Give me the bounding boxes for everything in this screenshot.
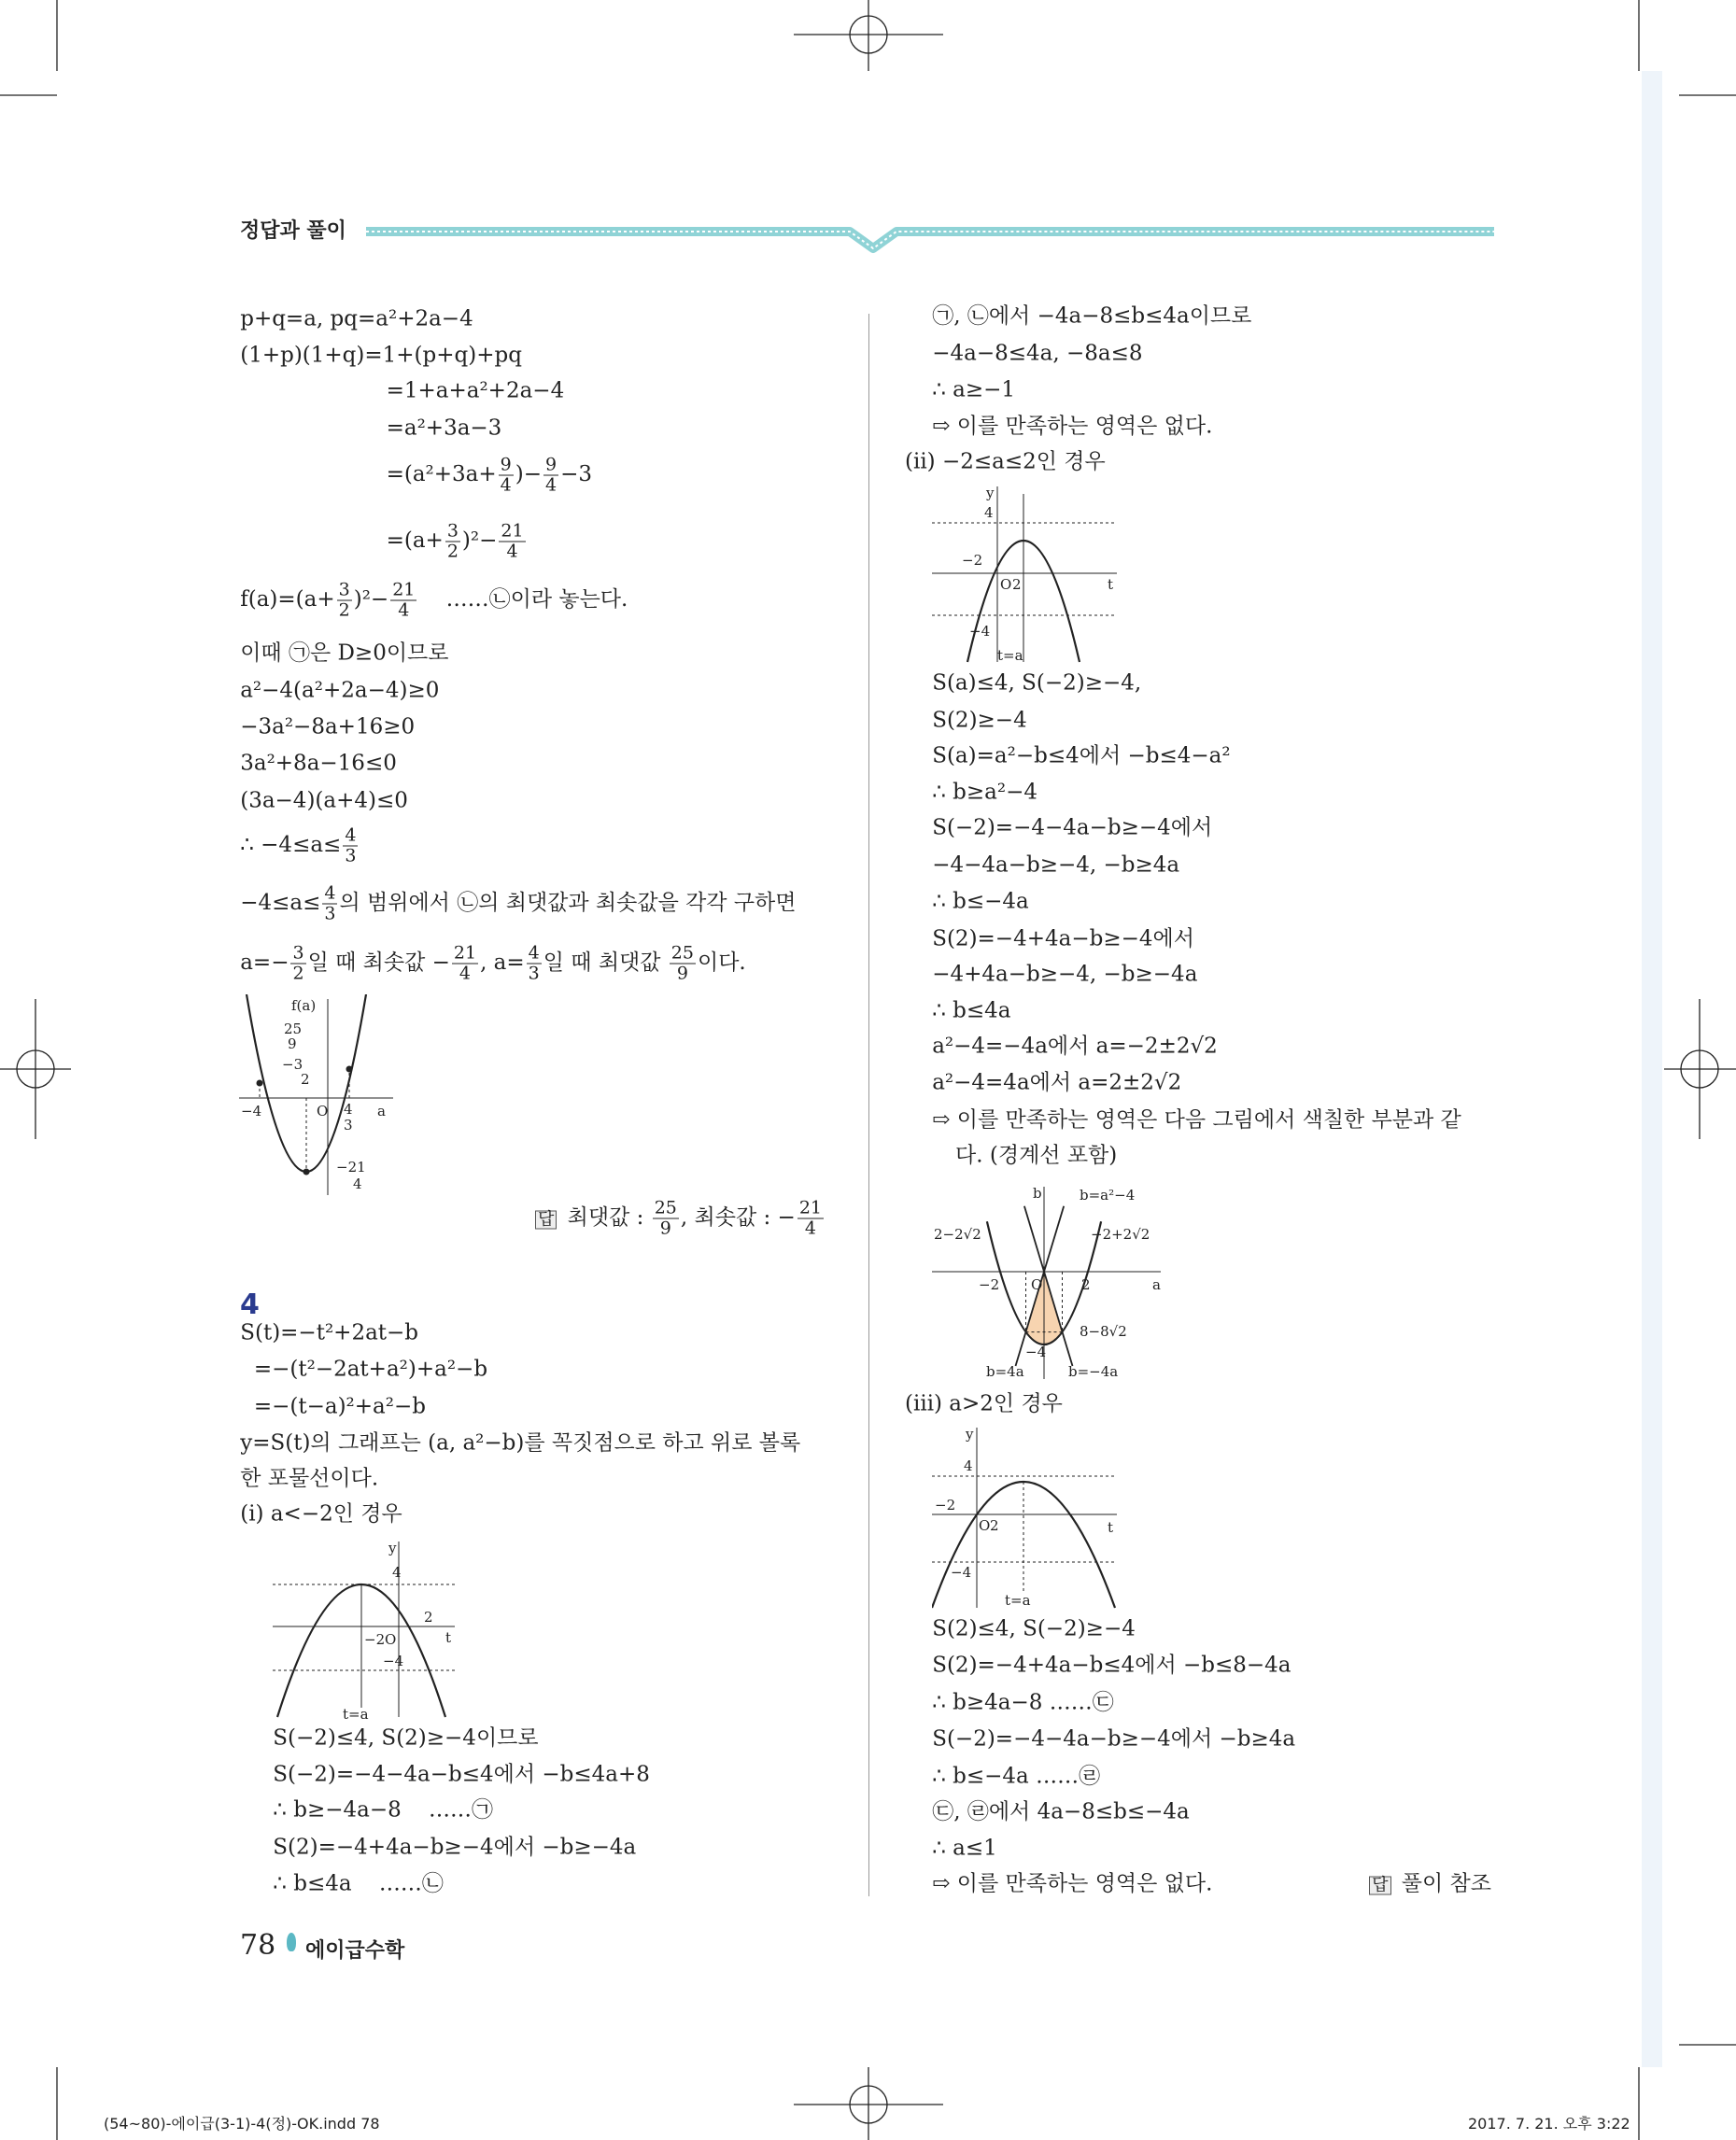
numerator: 3 <box>338 579 350 600</box>
math-line <box>932 1692 1114 1713</box>
denominator: 4 <box>398 599 410 621</box>
text-run: ⇨ 이를 만족하는 영역은 다음 그림에서 색칠한 부분과 같 <box>932 1107 1461 1133</box>
denominator: 3 <box>324 903 336 923</box>
fraction <box>543 456 558 494</box>
svg-text:−2: −2 <box>935 1497 956 1513</box>
denominator: 4 <box>506 541 518 562</box>
denominator: 3 <box>528 963 540 984</box>
svg-text:b: b <box>1033 1185 1042 1202</box>
lightbulb-icon <box>287 1933 296 1951</box>
text-run: S(a)=a²−b≤4에서 −b≤4−a² <box>932 743 1231 768</box>
file-slug: (54~80)-에이급(3-1)-4(정)-OK.indd 78 <box>104 2115 380 2133</box>
math-line <box>240 1501 402 1527</box>
math-line <box>387 417 502 439</box>
text-run: S(−2)=−4−4a−b≤4에서 −b≤4a+8 <box>273 1762 650 1787</box>
math-line <box>932 1109 1461 1131</box>
math-line <box>273 1727 538 1749</box>
svg-text:t: t <box>445 1629 452 1646</box>
math-line <box>932 782 1037 804</box>
text-run: ⇨ 이를 만족하는 영역은 없다. <box>932 414 1213 439</box>
math-line <box>932 964 1197 985</box>
math-line <box>240 1430 801 1456</box>
text-run: ∴ b≥a²−4 <box>932 780 1037 805</box>
numerator: 9 <box>545 454 557 475</box>
text-run: ㉢, ㉣에서 4a−8≤b≤−4a <box>932 1799 1190 1824</box>
text-run: S(2)=−4+4a−b≥−4에서 <box>932 926 1194 950</box>
tick-label: 4 <box>344 1101 353 1118</box>
math-line <box>932 379 1015 401</box>
fraction <box>797 1197 824 1239</box>
math-line <box>273 1837 636 1858</box>
denominator: 2 <box>446 541 459 562</box>
graph-case-3 <box>932 1426 1123 1612</box>
svg-text:2: 2 <box>424 1609 433 1626</box>
svg-text:a: a <box>1152 1276 1161 1293</box>
numerator: 21 <box>501 520 524 542</box>
math-line <box>932 1871 1213 1896</box>
svg-text:b=a²−4: b=a²−4 <box>1080 1187 1136 1204</box>
math-line <box>932 416 1212 438</box>
math-line <box>254 1396 426 1417</box>
tick-label: 9 <box>288 1035 297 1052</box>
text-run: )− <box>515 461 543 486</box>
svg-text:4: 4 <box>392 1564 402 1581</box>
page-number: 78 <box>240 1929 276 1962</box>
math-line <box>387 456 592 494</box>
text-run: (ⅱ) −2≤a≤2인 경우 <box>904 449 1106 474</box>
text-run: S(2)≥−4 <box>932 708 1027 733</box>
text-run: S(2)≤4, S(−2)≥−4 <box>932 1616 1136 1641</box>
svg-text:−2: −2 <box>962 552 983 569</box>
text-run: ∴ −4≤a≤ <box>240 833 342 858</box>
fraction <box>653 1197 679 1239</box>
math-line <box>386 520 528 562</box>
text-run: ……㉡이라 놓는다. <box>418 587 628 612</box>
text-run: S(a)≤4, S(−2)≥−4, <box>932 670 1142 696</box>
numerator: 3 <box>292 942 304 964</box>
text-run: S(t)=−t²+2at−b <box>240 1320 419 1345</box>
math-line <box>273 1797 494 1823</box>
text-run: ⇨ 이를 만족하는 영역은 없다. <box>932 1871 1213 1896</box>
page-header-title: 정답과 풀이 <box>240 219 346 243</box>
graph-case-1 <box>273 1540 459 1722</box>
denominator: 2 <box>338 599 350 621</box>
text-run: (ⅲ) a>2인 경우 <box>904 1391 1063 1416</box>
text-run: f(a)=(a+ <box>240 587 335 612</box>
text-run: ∴ b≥4a−8 ……㉢ <box>932 1690 1114 1715</box>
numerator: 21 <box>392 579 416 600</box>
answer-line <box>535 1197 826 1239</box>
text-run: =1+a+a²+2a−4 <box>386 378 565 403</box>
numerator: 4 <box>324 882 336 903</box>
fraction <box>322 884 337 922</box>
text-run: −4≤a≤ <box>240 890 321 915</box>
text-run: 한 포물선이다. <box>240 1466 379 1491</box>
text-run: , a= <box>480 950 525 975</box>
svg-text:2: 2 <box>1081 1276 1091 1293</box>
fraction <box>343 824 358 866</box>
math-line <box>240 1466 379 1491</box>
denominator: 4 <box>459 963 472 984</box>
text-run: =−(t²−2at+a²)+a²−b <box>253 1357 488 1382</box>
math-line <box>254 1359 487 1381</box>
math-line <box>932 343 1142 364</box>
math-line <box>932 710 1027 731</box>
text-run: =(a+ <box>386 528 444 554</box>
math-line <box>240 643 448 665</box>
svg-text:t=a: t=a <box>343 1706 369 1722</box>
answer-line <box>1369 1871 1491 1896</box>
answer-badge-icon: 답 <box>1369 1877 1390 1895</box>
text-run: ∴ b≥−4a−8 ……㉠ <box>273 1797 494 1823</box>
math-line <box>932 889 1029 914</box>
denominator: 9 <box>676 963 688 984</box>
math-line <box>932 1070 1182 1095</box>
math-line <box>904 449 1106 474</box>
svg-text:O: O <box>1031 1276 1043 1293</box>
text-run: (1+p)(1+q)=1+(p+q)+pq <box>240 343 522 368</box>
svg-text:−2: −2 <box>979 1276 1000 1293</box>
fraction <box>499 520 525 562</box>
text-run: ∴ a≥−1 <box>932 377 1016 402</box>
math-line <box>240 790 408 811</box>
denominator: 4 <box>545 474 557 496</box>
tick-label: −3 <box>282 1056 303 1073</box>
math-line <box>386 378 565 403</box>
denominator: 2 <box>292 963 304 984</box>
tick-label: −21 <box>336 1159 366 1176</box>
text-run: 의 범위에서 ㉡의 최댓값과 최솟값을 각각 구하면 <box>339 890 797 915</box>
text-run: a²−4=4a에서 a=2±2√2 <box>932 1070 1182 1095</box>
text-run: (ⅰ) a<−2인 경우 <box>240 1501 402 1527</box>
svg-text:b=4a: b=4a <box>986 1363 1024 1380</box>
denominator: 9 <box>659 1218 671 1239</box>
text-run: (3a−4)(a+4)≤0 <box>240 788 408 813</box>
svg-text:O: O <box>1000 576 1012 593</box>
text-run: 일 때 최댓값 <box>543 950 668 975</box>
text-run: )²− <box>353 587 389 612</box>
text-run: ∴ a≤1 <box>932 1836 997 1861</box>
svg-text:t: t <box>1108 576 1114 593</box>
vertex-dot <box>303 1169 310 1176</box>
answer-badge-icon: 답 <box>535 1210 557 1229</box>
text-run: a²−4(a²+2a−4)≥0 <box>240 678 440 703</box>
text-run: a=− <box>240 950 289 975</box>
fraction <box>390 579 416 621</box>
math-line <box>932 1035 1218 1057</box>
text-run: 이때 ㉠은 D≥0이므로 <box>240 641 449 666</box>
svg-text:t=a: t=a <box>1005 1592 1031 1609</box>
math-line <box>932 1000 1010 1021</box>
math-line <box>240 1322 418 1344</box>
problem-number: 4 <box>240 1288 260 1321</box>
graph-f-a <box>239 994 402 1200</box>
origin-label: O <box>317 1103 329 1119</box>
numerator: 4 <box>528 942 540 964</box>
text-run: −3a²−8a+16≥0 <box>240 714 416 739</box>
svg-text:b=−4a: b=−4a <box>1068 1363 1119 1380</box>
tick-label: 4 <box>353 1176 362 1192</box>
svg-text:−4: −4 <box>383 1653 404 1669</box>
svg-text:−2: −2 <box>364 1631 386 1648</box>
math-line <box>932 670 1142 696</box>
text-run: 풀이 참조 <box>1394 1871 1491 1896</box>
fraction <box>670 944 696 982</box>
svg-text:−2+2√2: −2+2√2 <box>1091 1226 1150 1243</box>
fraction <box>527 944 542 982</box>
fraction <box>445 520 460 562</box>
endpoint-dot <box>257 1080 263 1087</box>
text-run: a²−4=−4a에서 a=−2±2√2 <box>932 1034 1218 1059</box>
math-line <box>905 1393 1063 1415</box>
text-run: 이다. <box>697 950 746 975</box>
math-line <box>932 1616 1136 1641</box>
text-run: S(2)=−4+4a−b≤4에서 −b≤8−4a <box>932 1653 1291 1678</box>
math-line <box>932 1801 1190 1823</box>
svg-text:O: O <box>979 1517 991 1534</box>
numerator: 25 <box>670 942 694 964</box>
header-rule <box>364 220 1496 258</box>
text-run: 최댓값 : <box>560 1205 651 1231</box>
numerator: 4 <box>345 824 357 846</box>
text-run: −4+4a−b≥−4, −b≥−4a <box>932 962 1198 986</box>
svg-text:2−2√2: 2−2√2 <box>934 1226 981 1243</box>
fraction <box>499 456 514 494</box>
math-line <box>240 884 796 922</box>
text-run: =(a²+3a+ <box>386 461 497 486</box>
tick-label: 3 <box>344 1117 353 1133</box>
brand-name: 에이급수학 <box>305 1939 405 1963</box>
text-run: p+q=a, pq=a²+2a−4 <box>240 306 473 331</box>
svg-text:4: 4 <box>984 504 994 521</box>
math-line <box>932 1838 997 1860</box>
math-line <box>240 308 473 330</box>
text-run: ∴ b≤4a ……㉡ <box>273 1871 444 1896</box>
text-run: =a²+3a−3 <box>386 415 502 441</box>
text-run: ∴ b≤−4a ……㉣ <box>932 1764 1101 1789</box>
text-run: =−(t−a)²+a²−b <box>253 1394 426 1419</box>
math-line <box>932 303 1252 329</box>
endpoint-dot <box>346 1066 353 1073</box>
denominator: 4 <box>500 474 512 496</box>
text-run: )²− <box>461 528 498 554</box>
math-line <box>240 944 746 982</box>
svg-text:4: 4 <box>964 1457 973 1474</box>
svg-text:y: y <box>966 1426 974 1443</box>
numerator: 21 <box>453 942 477 964</box>
numerator: 3 <box>446 520 459 542</box>
text-run: 3a²+8a−16≤0 <box>240 751 397 776</box>
text-run: −4−4a−b≥−4, −b≥4a <box>932 852 1180 878</box>
text-run: S(−2)≤4, S(2)≥−4이므로 <box>273 1725 539 1751</box>
text-run: −3 <box>560 461 593 486</box>
math-line <box>240 680 439 701</box>
math-line <box>240 579 628 621</box>
svg-text:2: 2 <box>1012 576 1022 593</box>
tick-label: 2 <box>301 1071 310 1088</box>
svg-text:y: y <box>388 1540 397 1556</box>
math-line <box>273 1871 444 1896</box>
math-line <box>240 753 397 775</box>
svg-text:−4: −4 <box>951 1564 972 1581</box>
math-line <box>932 928 1194 950</box>
text-run: 다. (경계선 포함) <box>955 1143 1118 1168</box>
svg-text:8−8√2: 8−8√2 <box>1080 1323 1127 1340</box>
math-line <box>932 1766 1100 1787</box>
print-date: 2017. 7. 21. 오후 3:22 <box>1468 2115 1630 2133</box>
text-run: y=S(t)의 그래프는 (a, a²−b)를 꼭짓점으로 하고 위로 볼록 <box>240 1430 801 1456</box>
side-strip <box>1642 71 1662 2067</box>
svg-text:−4: −4 <box>969 623 991 640</box>
svg-text:O: O <box>385 1631 397 1648</box>
math-line <box>273 1762 650 1787</box>
text-run: ∴ b≤4a <box>932 998 1011 1023</box>
math-line <box>240 824 360 866</box>
text-run: , 최솟값 : − <box>680 1205 796 1231</box>
text-run: S(2)=−4+4a−b≥−4에서 −b≥−4a <box>273 1835 637 1860</box>
tick-label: 25 <box>284 1021 303 1037</box>
svg-text:2: 2 <box>990 1517 999 1534</box>
numerator: 9 <box>500 454 512 475</box>
math-line <box>932 854 1179 876</box>
text-run: ∴ b≤−4a <box>932 889 1029 914</box>
graph-case-2 <box>932 485 1123 667</box>
svg-text:−4: −4 <box>1025 1344 1047 1360</box>
svg-text:y: y <box>986 485 995 501</box>
axis-label: f(a) <box>291 997 317 1014</box>
math-line <box>955 1145 1117 1166</box>
text-run: ㉠, ㉡에서 −4a−8≤b≤4a이므로 <box>932 303 1252 329</box>
text-run: S(−2)=−4−4a−b≥−4에서 −b≥4a <box>932 1726 1296 1752</box>
math-line <box>932 1726 1296 1752</box>
denominator: 3 <box>345 845 357 866</box>
fraction <box>337 579 352 621</box>
math-line <box>240 716 415 738</box>
text-run: S(−2)=−4−4a−b≥−4에서 <box>932 815 1213 840</box>
tick-label: −4 <box>241 1103 262 1119</box>
numerator: 21 <box>798 1197 822 1218</box>
math-line <box>240 345 522 367</box>
svg-text:t: t <box>1108 1519 1114 1536</box>
svg-text:t=a: t=a <box>997 647 1023 664</box>
fraction <box>290 944 305 982</box>
text-run: 일 때 최솟값 − <box>307 950 450 975</box>
numerator: 25 <box>654 1197 677 1218</box>
math-line <box>932 1655 1291 1677</box>
axis-label: a <box>377 1103 386 1119</box>
text-run: −4a−8≤4a, −8a≤8 <box>932 341 1143 366</box>
math-line <box>932 815 1213 840</box>
denominator: 4 <box>804 1218 816 1239</box>
fraction <box>452 944 478 982</box>
math-line <box>932 745 1230 767</box>
graph-region <box>932 1185 1171 1381</box>
column-divider <box>868 314 869 1896</box>
